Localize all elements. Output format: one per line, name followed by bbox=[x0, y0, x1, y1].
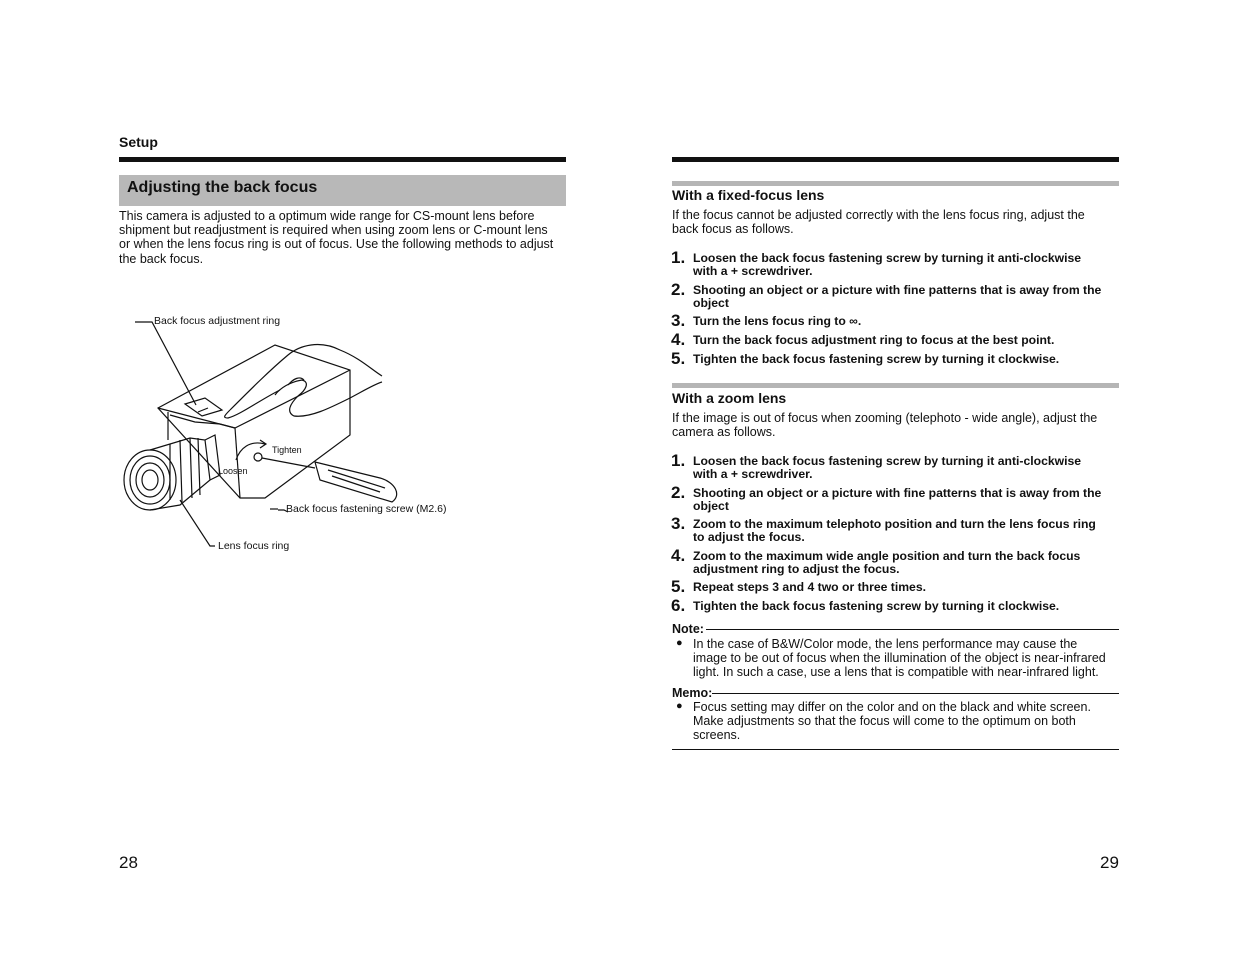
memo-line: Make adjustments so that the focus will come to the optimum on both bbox=[693, 714, 1076, 729]
note-label: Note: bbox=[672, 622, 704, 636]
step-line: object bbox=[693, 499, 729, 513]
note-rule bbox=[706, 629, 1119, 630]
section-header: Setup bbox=[119, 134, 158, 150]
intro-line: the back focus. bbox=[119, 251, 204, 266]
step-line: with a + screwdriver. bbox=[693, 467, 813, 481]
step-line: with a + screwdriver. bbox=[693, 264, 813, 278]
fixed-step bbox=[671, 280, 1101, 310]
memo-rule bbox=[712, 693, 1119, 694]
fixed-step bbox=[671, 330, 1054, 350]
header-rule bbox=[119, 157, 566, 162]
step-line: Shooting an object or a picture with fine patterns that is away from the bbox=[693, 283, 1102, 297]
step-number: 1. bbox=[671, 451, 686, 470]
step-line: object bbox=[693, 296, 729, 310]
step-number: 2. bbox=[671, 280, 686, 299]
step-number: 3. bbox=[671, 311, 686, 330]
step-line: Loosen the back focus fastening screw by turning it anti-clockwise bbox=[693, 454, 1082, 468]
step-line: Turn the back focus adjustment ring to focus at the best point. bbox=[693, 333, 1055, 347]
step-line: Loosen the back focus fastening screw by turning it anti-clockwise bbox=[693, 251, 1082, 265]
intro-line: back focus as follows. bbox=[672, 222, 794, 237]
memo-line: Focus setting may differ on the color and on the black and white screen. bbox=[693, 700, 1091, 714]
intro-paragraph bbox=[119, 209, 579, 266]
callout-tighten: Tighten bbox=[272, 445, 302, 455]
step-line: Tighten the back focus fastening screw by turning it clockwise. bbox=[693, 599, 1060, 613]
step-line: Zoom to the maximum wide angle position and turn the back focus bbox=[693, 549, 1081, 563]
intro-line: This camera is adjusted to a optimum wide range for CS-mount lens before bbox=[119, 209, 535, 223]
memo-bullet-icon: ● bbox=[676, 700, 683, 712]
section-rule-zoom bbox=[672, 383, 1119, 388]
zoom-step bbox=[671, 451, 1081, 481]
step-number: 6. bbox=[671, 596, 686, 615]
zoom-intro bbox=[672, 411, 1122, 439]
intro-line: camera as follows. bbox=[672, 425, 776, 440]
zoom-step bbox=[671, 596, 1059, 616]
zoom-step bbox=[671, 483, 1101, 513]
intro-line: shipment but readjustment is required when using zoom lens or C-mount lens bbox=[119, 223, 548, 238]
page-title: Adjusting the back focus bbox=[127, 179, 318, 196]
step-number: 5. bbox=[671, 577, 686, 596]
callout-loosen: Loosen bbox=[218, 466, 248, 476]
callout-lens-focus-ring: Lens focus ring bbox=[218, 540, 290, 552]
camera-illustration bbox=[110, 300, 470, 570]
section-rule-fixed bbox=[672, 181, 1119, 186]
camera-drawing bbox=[110, 300, 470, 570]
header-rule-right bbox=[672, 157, 1119, 162]
note-line: In the case of B&W/Color mode, the lens performance may cause the bbox=[693, 637, 1078, 651]
step-number: 3. bbox=[671, 514, 686, 533]
heading-fixed-focus: With a fixed-focus lens bbox=[672, 187, 825, 203]
step-line: Turn the lens focus ring to ∞. bbox=[693, 314, 862, 328]
fixed-intro bbox=[672, 208, 1122, 236]
heading-zoom-lens: With a zoom lens bbox=[672, 390, 787, 406]
step-number: 2. bbox=[671, 483, 686, 502]
intro-line: If the image is out of focus when zooming (telephoto - wide angle), adjust the bbox=[672, 411, 1098, 425]
page-number-left: 28 bbox=[119, 853, 138, 872]
note-bullet-icon: ● bbox=[676, 637, 683, 649]
fixed-step bbox=[671, 349, 1059, 369]
zoom-step bbox=[671, 577, 926, 597]
callout-back-focus-ring: Back focus adjustment ring bbox=[154, 315, 281, 327]
memo-label: Memo: bbox=[672, 686, 713, 700]
intro-line: or when the lens focus ring is out of focus. Use the following methods to adjust bbox=[119, 237, 554, 252]
step-line: Shooting an object or a picture with fine patterns that is away from the bbox=[693, 486, 1102, 500]
memo-bottom-rule bbox=[672, 749, 1119, 750]
note-text bbox=[693, 637, 1123, 680]
note-line: light. In such a case, use a lens that is compatible with near-infrared light. bbox=[693, 665, 1099, 680]
note-line: image to be out of focus when the illumination of the object is near-infrared bbox=[693, 651, 1106, 666]
memo-line: screens. bbox=[693, 728, 741, 743]
fixed-step bbox=[671, 311, 861, 331]
page-number-right: 29 bbox=[1100, 853, 1119, 872]
step-number: 4. bbox=[671, 330, 686, 349]
zoom-step bbox=[671, 546, 1080, 576]
step-line: Zoom to the maximum telephoto position and turn the lens focus ring bbox=[693, 517, 1096, 531]
step-line: adjustment ring to adjust the focus. bbox=[693, 562, 900, 576]
memo-text bbox=[693, 700, 1123, 743]
callout-fastening-screw: Back focus fastening screw (M2.6) bbox=[286, 503, 447, 515]
step-line: to adjust the focus. bbox=[693, 530, 805, 544]
title-bar bbox=[119, 175, 566, 206]
step-number: 4. bbox=[671, 546, 686, 565]
step-number: 1. bbox=[671, 248, 686, 267]
fixed-step bbox=[671, 248, 1081, 278]
step-line: Tighten the back focus fastening screw by turning it clockwise. bbox=[693, 352, 1060, 366]
zoom-step bbox=[671, 514, 1096, 544]
step-line: Repeat steps 3 and 4 two or three times. bbox=[693, 580, 926, 594]
step-number: 5. bbox=[671, 349, 686, 368]
intro-line: If the focus cannot be adjusted correctly with the lens focus ring, adjust the bbox=[672, 208, 1085, 222]
